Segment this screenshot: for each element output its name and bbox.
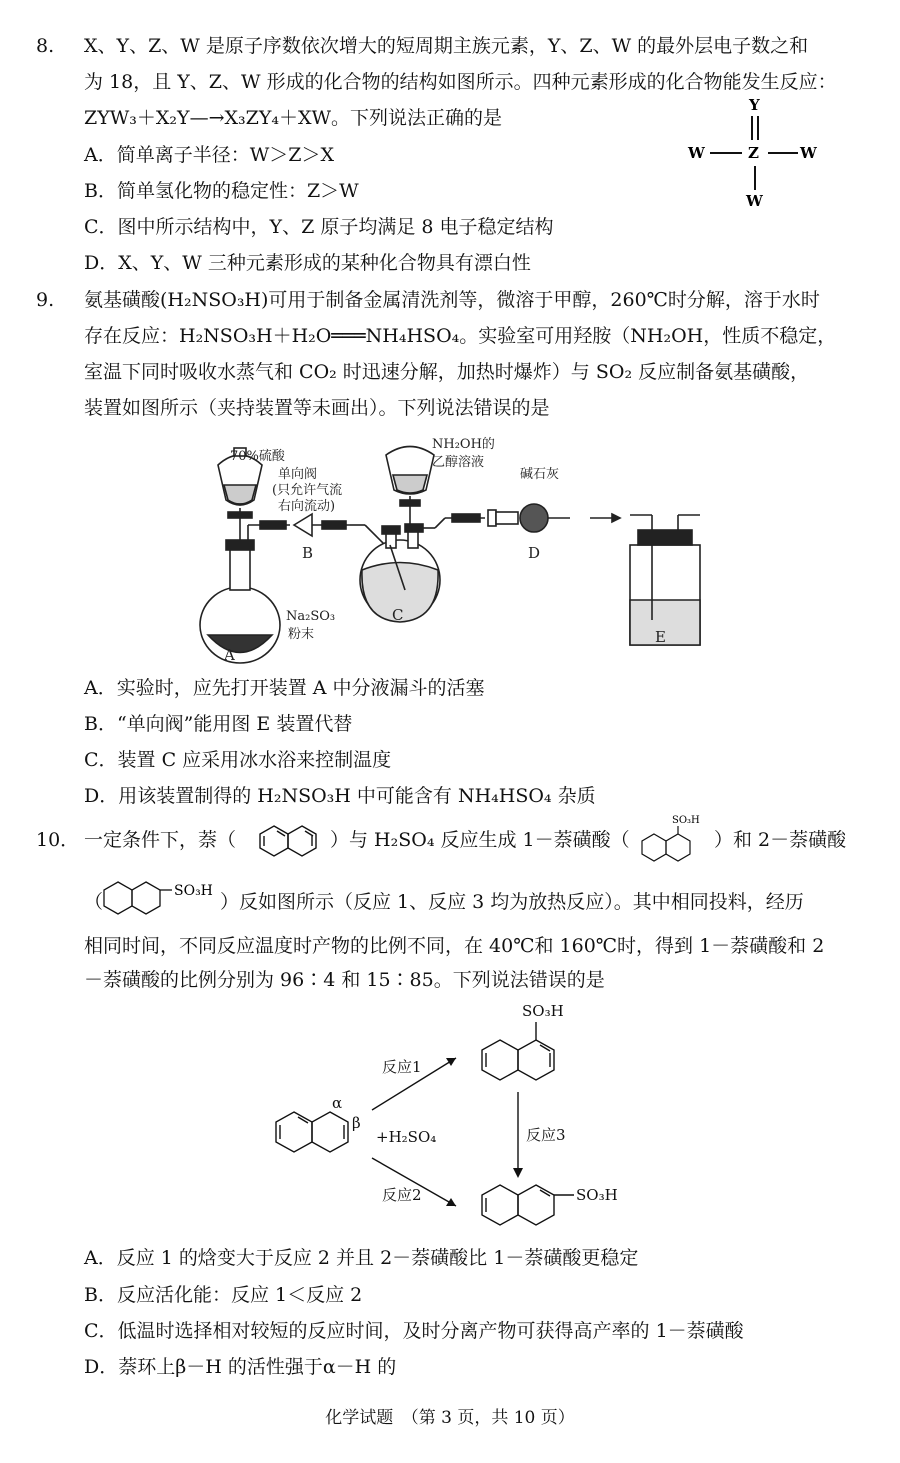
q10-line1-b: ）与 H₂SO₄ 反应生成 1－萘磺酸（ (330, 829, 630, 851)
label-nh2oh-2: 乙醇溶液 (432, 455, 485, 470)
q8-option-a: A．简单离子半径：W＞Z＞X (84, 144, 334, 166)
naphthalene-2-sulfonic-inline-icon (100, 876, 220, 920)
q9-line4: 装置如图所示（夹持装置等未画出）。下列说法错误的是 (84, 397, 550, 419)
label-e: E (655, 628, 666, 646)
q8-structure-diagram (680, 92, 830, 212)
label-valve-1: 单向阀 (278, 467, 318, 482)
struct-left-atom: W (688, 144, 705, 162)
q10-reaction-scheme (260, 1000, 640, 1240)
struct-center-atom: Z (748, 144, 759, 162)
scheme-beta: β (352, 1114, 361, 1132)
label-powder: 粉末 (288, 627, 315, 642)
q10-option-c: C．低温时选择相对较短的反应时间，及时分离产物可获得高产率的 1－萘磺酸 (84, 1320, 744, 1342)
scheme-alpha: α (332, 1094, 343, 1112)
q10-line1-a: 一定条件下，萘（ (84, 829, 237, 851)
label-na2so3: Na₂SO₃ (286, 609, 336, 624)
q9-option-a: A．实验时，应先打开装置 A 中分液漏斗的活塞 (84, 677, 485, 699)
label-b: B (302, 544, 314, 562)
scheme-reaction-1: 反应1 (382, 1058, 422, 1076)
q9-line3: 室温下同时吸收水蒸气和 CO₂ 时迅速分解，加热时爆炸）与 SO₂ 反应制备氨基磺酸， (84, 361, 810, 383)
q8-number: 8. (36, 35, 55, 57)
struct-bottom-atom: W (746, 192, 763, 210)
q10-line1-c: ）和 2－萘磺酸 (714, 829, 847, 851)
naphthalene-1-sulfonic-inline-icon (640, 812, 712, 864)
q10-option-b: B．反应活化能：反应 1＜反应 2 (84, 1284, 363, 1306)
q10-line2-b: ）反如图所示（反应 1、反应 3 均为放热反应）。其中相同投料，经历 (220, 891, 804, 913)
q9-line1: 氨基磺酸(H₂NSO₃H)可用于制备金属清洗剂等，微溶于甲醇，260℃时分解，溶于水时 (84, 289, 820, 311)
q8-line1: X、Y、Z、W 是原子序数依次增大的短周期主族元素，Y、Z、W 的最外层电子数之和 (84, 35, 809, 57)
q8-option-d: D．X、Y、W 三种元素形成的某种化合物具有漂白性 (84, 252, 531, 274)
q10-option-a: A．反应 1 的焓变大于反应 2 并且 2－萘磺酸比 1－萘磺酸更稳定 (84, 1247, 639, 1269)
q10-line3: 相同时间，不同反应温度时产物的比例不同，在 40℃和 160℃时，得到 1－萘磺酸和 2 (84, 935, 825, 957)
label-d: D (528, 544, 541, 562)
scheme-reaction-3: 反应3 (526, 1126, 566, 1144)
naphthalene-inline-icon (254, 822, 328, 858)
label-a: A (224, 646, 235, 664)
struct-right-atom: W (800, 144, 817, 162)
q8-equation: ZYW₃＋X₂Y—→X₃ZY₄＋XW。下列说法正确的是 (84, 107, 503, 129)
scheme-so3h-bottom: SO₃H (576, 1186, 618, 1204)
label-nh2oh-1: NH₂OH的 (432, 437, 495, 452)
q9-apparatus-diagram (190, 430, 710, 665)
inline-so3h-2: SO₃H (174, 883, 213, 899)
q9-number: 9. (36, 289, 55, 311)
label-acid: 70%硫酸 (230, 449, 285, 464)
label-valve-2: (只允许气流 (272, 483, 343, 498)
q10-option-d: D．萘环上β－H 的活性强于α－H 的 (84, 1356, 397, 1378)
q10-line4: －萘磺酸的比例分别为 96∶4 和 15∶85。下列说法错误的是 (84, 969, 605, 991)
inline-so3h-1: SO₃H (672, 815, 700, 826)
q10-number: 10． (36, 829, 80, 851)
q8-option-c: C．图中所示结构中，Y、Z 原子均满足 8 电子稳定结构 (84, 216, 554, 238)
scheme-so3h-top: SO₃H (522, 1002, 564, 1020)
label-c: C (392, 606, 404, 624)
q9-option-b: B．“单向阀”能用图 E 装置代替 (84, 713, 353, 735)
q8-option-b: B．简单氢化物的稳定性：Z＞W (84, 180, 359, 202)
q8-line2: 为 18，且 Y、Z、W 形成的化合物的结构如图所示。四种元素形成的化合物能发生反应： (84, 71, 837, 93)
scheme-reagent: +H₂SO₄ (376, 1128, 437, 1146)
label-lime-soda: 碱石灰 (520, 467, 560, 482)
struct-top-atom: Y (749, 96, 760, 114)
q10-line2-a: （ (84, 891, 104, 913)
scheme-reaction-2: 反应2 (382, 1186, 422, 1204)
label-valve-3: 右向流动) (278, 499, 336, 514)
q9-line2: 存在反应：H₂NSO₃H＋H₂O═══NH₄HSO₄。实验室可用羟胺（NH₂OH，性质不稳定， (84, 325, 837, 347)
q9-option-c: C．装置 C 应采用冰水浴来控制温度 (84, 749, 392, 771)
page-footer: 化学试题 （第 3 页，共 10 页） (325, 1408, 575, 1428)
q9-option-d: D．用该装置制得的 H₂NSO₃H 中可能含有 NH₄HSO₄ 杂质 (84, 785, 596, 807)
